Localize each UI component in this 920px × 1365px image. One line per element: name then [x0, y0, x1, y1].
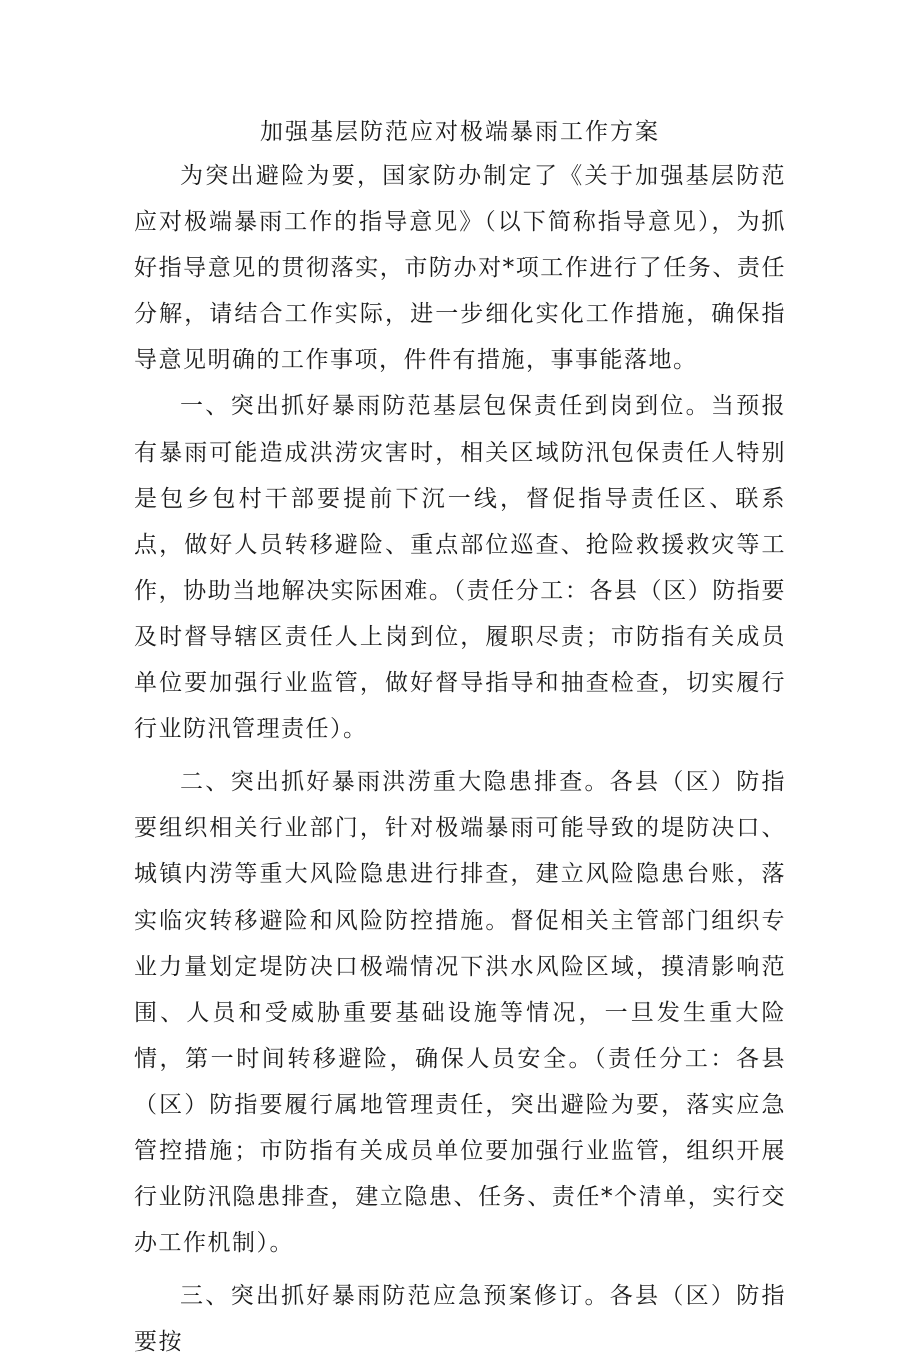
paragraph-section-1: 一、突出抓好暴雨防范基层包保责任到岗到位。当预报有暴雨可能造成洪涝灾害时，相关区域防汛包保责任人特别是包乡包村干部要提前下沉一线，督促指导责任区、联系点，做好人员转移避险、重点部位巡查、抢险救援救灾等工作，协助当地解决实际困难。（责任分工：各县（区）防指要及时督导辖区责任人上岗到位，履职尽责；市防指有关成员单位要加强行业监管，做好督导指导和抽查检查，切实履行行业防汛管理责任）。 [134, 393, 786, 743]
paragraph-section-3: 三、突出抓好暴雨防范应急预案修订。各县（区）防指要按 [134, 1283, 786, 1356]
document-title: 加强基层防范应对极端暴雨工作方案 [260, 119, 660, 145]
paragraph-intro: 为突出避险为要，国家防办制定了《关于加强基层防范应对极端暴雨工作的指导意见》（以下简称指导意见），为抓好指导意见的贯彻落实，市防办对*项工作进行了任务、责任分解，请结合工作实际，进一步细化实化工作措施，确保指导意见明确的工作事项，件件有措施，事事能落地。 [134, 163, 786, 374]
document-body [134, 153, 786, 1365]
paragraph-section-2: 二、突出抓好暴雨洪涝重大隐患排查。各县（区）防指要组织相关行业部门，针对极端暴雨可能导致的堤防决口、城镇内涝等重大风险隐患进行排查，建立风险隐患台账，落实临灾转移避险和风险防控措施。督促相关主管部门组织专业力量划定堤防决口极端情况下洪水风险区域，摸清影响范围、人员和受威胁重要基础设施等情况，一旦发生重大险情，第一时间转移避险，确保人员安全。（责任分工：各县（区）防指要履行属地管理责任，突出避险为要，落实应急管控措施；市防指有关成员单位要加强行业监管，组织开展行业防汛隐患排查，建立隐患、任务、责任*个清单，实行交办工作机制）。 [134, 769, 786, 1257]
